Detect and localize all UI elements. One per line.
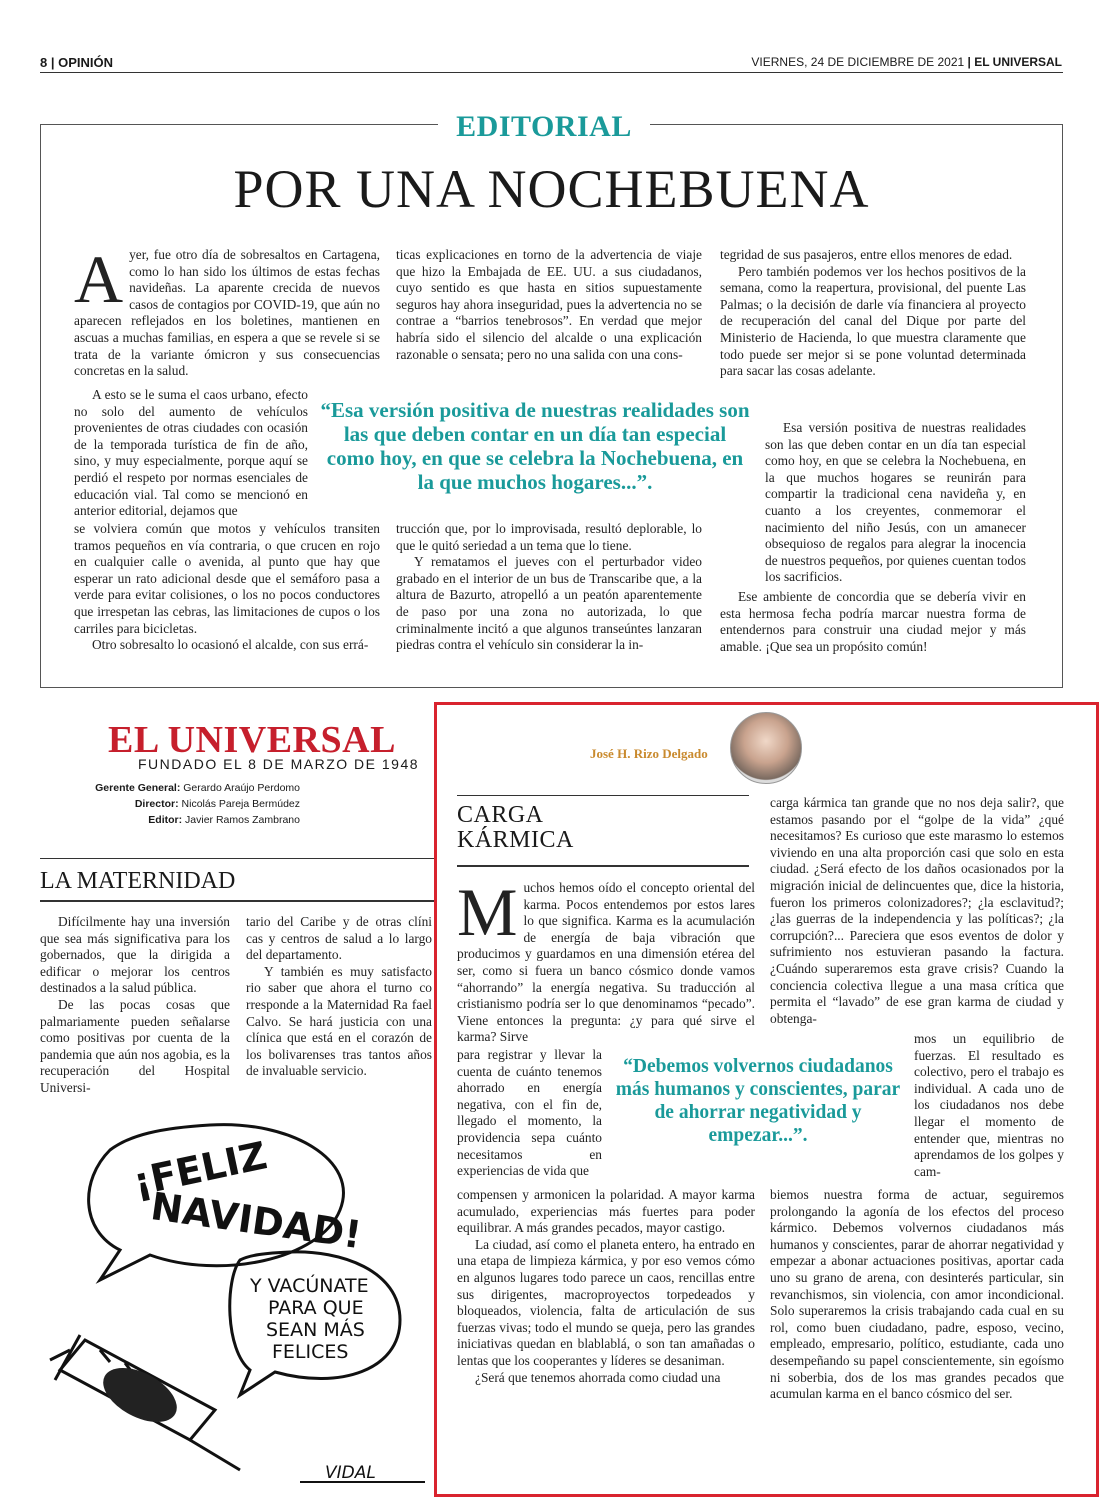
article-title-underline	[457, 865, 749, 867]
article-headline-line2: KÁRMICA	[457, 827, 574, 853]
article-dropcap: M	[457, 874, 518, 950]
cartoon-greeting-line1: ¡FELIZ	[129, 1133, 271, 1205]
article-column-1-narrow	[457, 1047, 602, 1180]
editorial-column-1-narrow	[74, 387, 308, 520]
maternidad-paragraph-3: tario del Caribe y de otras clíni cas y centros de salud a lo largo del departamento.	[246, 914, 432, 963]
author-avatar	[730, 712, 802, 784]
editorial-paragraph-5: ticas explicaciones en torno de la advertencia de viaje que hizo la Embajada de EE. UU. a sus ciudadanos, cuyo sentido es que hasta en sitios supuestamente seguros hay ahora inseguridad, pues la advertencia no se contrae a “barrios tenebrosos”. En verdad que mejor habría sido el silencio del alcalde o una explicación razonable o sensata; pero no una salida con una cons-	[396, 247, 702, 362]
staff-role: Gerente General:	[95, 782, 181, 794]
article-column-2-bottom	[770, 1187, 1064, 1403]
maternidad-underline	[40, 900, 435, 902]
header-rule	[40, 72, 1063, 73]
editorial-frame-top-right	[650, 124, 1063, 125]
maternidad-paragraph-1: Difícilmente hay una inversión que sea más significativa para los gobernados, que la dirigida a edificar o mejorar los centros destinados a la salud pública.	[40, 914, 230, 996]
maternidad-headline: LA MATERNIDAD	[40, 868, 236, 894]
staff-name: Nicolás Pareja Bermúdez	[181, 798, 300, 810]
article-column-2-top	[770, 795, 1064, 1027]
editorial-paragraph-8: tegridad de sus pasajeros, entre ellos menores de edad.	[720, 247, 1013, 262]
article-pull-quote: “Debemos volvernos ciudadanos más humanos y conscientes, parar de ahorrar negatividad y empezar...”.	[615, 1056, 901, 1146]
editorial-column-3-bottom	[720, 589, 1026, 655]
cartoon-bubble-line4: FELICES	[272, 1341, 349, 1363]
maternidad-column-2	[246, 914, 432, 1084]
editorial-paragraph-9: Pero también podemos ver los hechos positivos de la semana, como la reapertura, provisional, del puente Las Palmas; o la decisión de darle vía financiera al proyecto de recuperación del canal del Dique por parte del Ministerio de Hacienda, lo que muestra claramente que todo puede ser mejor si se pone voluntad determinada para sacar las cosas adelante.	[720, 263, 1026, 379]
editorial-paragraph-4: Otro sobresalto lo ocasionó el alcalde, con sus errá-	[92, 637, 369, 653]
article-paragraph-7: mos un equilibrio de fuerzas. El resultado es colectivo, pero el trabajo es individual. A cada uno de los ciudadanos nos debe llegar el momento de entender que, mientras no aprendamos de los golpes y cam-	[914, 1031, 1064, 1179]
staff-role: Director:	[134, 798, 179, 810]
masthead-founded: FUNDADO EL 8 DE MARZO DE 1948	[138, 756, 420, 772]
staff-name: Gerardo Araújo Perdomo	[183, 782, 300, 794]
masthead-staff-1	[40, 782, 300, 794]
article-headline-line1: CARGA	[457, 802, 544, 828]
article-column-1-bottom	[457, 1187, 755, 1386]
staff-name: Javier Ramos Zambrano	[185, 814, 300, 826]
editorial-column-2-bottom	[396, 521, 702, 654]
issue-date: VIERNES, 24 DE DICIEMBRE DE 2021	[751, 55, 965, 69]
editorial-paragraph-10: Esa versión positiva de nuestras realidades son las que deben contar en un día tan especial como hoy, en que se celebra la Nochebuena, en la que muchos hogares se reunirán para compartir la tradicional cena navideña y, en cuanto a los creyentes, conmemorar el nacimiento del niño Jesús, con un amanecer obsequioso de regalos para alegrar la inocencia de nuestros pequeños, por quienes cuentan todos los sacrificios.	[765, 420, 1026, 585]
editorial-paragraph-1: Ayer, fue otro día de sobresaltos en Cartagena, como lo han sido los últimos de estas fechas navideñas. La aparente crecida de nuevos casos de contagios por COVID-19, que aún no aparecen reflejados en los boletines, mantienen en ascuas a muchas familias, en espera a que se revele si se trata de la variante ómicron y sus consecuencias concretas en la salud.	[74, 241, 380, 379]
article-headline	[457, 803, 574, 853]
cartoon-bubble-line3: SEAN MÁS	[266, 1319, 365, 1341]
editorial-dropcap: A	[74, 241, 124, 317]
maternidad-top-rule	[40, 858, 435, 859]
article-paragraph-1: Muchos hemos oído el concepto oriental del karma. Pocos entendemos por estos lares lo que significa. Karma es la acumulación de energía de baja vibración que producimos y guardamos en una dimensión etérea del ser, como si fuera un banco cósmico donde vamos “ahorrando” la energía negativa. Su traducción al cristianismo podría ser lo que denominamos “pecado”. Viene entonces la pregunta: ¿y para qué sirve el karma? Sirve	[457, 874, 755, 1045]
article-column-1-top	[457, 874, 755, 1046]
editorial-column-3-narrow	[765, 420, 1026, 586]
maternidad-paragraph-2: De las pocas cosas que palmariamente pueden señalarse como positivas por cuenta de la pandemia que aún nos agobia, es la recuperación del Hospital Universi-	[40, 996, 230, 1095]
author-byline: José H. Rizo Delgado	[590, 746, 708, 761]
cartoon-bubble-line2: PARA QUE	[268, 1297, 364, 1319]
masthead-staff-3	[40, 814, 300, 826]
christmas-cartoon	[40, 1110, 430, 1490]
editorial-column-1-bottom	[74, 521, 380, 654]
article-paragraph-5: ¿Será que tenemos ahorrada como ciudad una	[475, 1369, 721, 1385]
cartoon-greeting-line2: NAVIDAD!	[148, 1184, 365, 1258]
cartoon-bubble-line1: Y VACÚNATE	[250, 1275, 369, 1297]
article-paragraph-6: carga kármica tan grande que no nos deja salir?, que estamos pasando por el “golpe de la vida” ¿qué necesitamos? Es curioso que este marasmo lo estemos viviendo en una alta proporción casi que solo en esta ciudad. ¿Será efecto de los daños ocasionados por la migración inicial de delincuentes que, dice la historia, fueron los primeros colonizadores?; ¿la esclavitud?; ¿las guerras de la independencia y las políticas?; ¿la corrupción?... Pareciera que esos eventos de dolor y sufrimiento nos estuvieran pasando la factura. ¿Cuándo superaremos esta grave crisis? Cuando la conciencia colectiva llegue a una masa crítica que permita el “lavado” de ese gran karma de ciudad y obtenga-	[770, 795, 1064, 1026]
article-paragraph-2: para registrar y llevar la cuenta de cuánto tenemos ahorrado en energía negativa, con el fin de, llegado el momento, la providencia sepa cuánto necesitamos en experiencias de vida que	[457, 1047, 602, 1179]
cartoon-signature: VIDAL	[325, 1463, 376, 1483]
brand-label: | EL UNIVERSAL	[967, 55, 1062, 69]
editorial-paragraph-11: Ese ambiente de concordia que se debería vivir en esta hermosa fecha podría marcar nuestra forma de entendernos para construir una ciudad mejor y más amable. ¡Que sea un propósito común!	[720, 589, 1026, 654]
editorial-paragraph-6: trucción que, por lo improvisada, resultó deplorable, lo que le quitó seriedad a un tema que lo tiene.	[396, 521, 702, 553]
article-column-2-narrow	[914, 1031, 1064, 1180]
article-paragraph-4: La ciudad, así como el planeta entero, ha entrado en una etapa de limpieza kármica, y por eso vemos cómo en algunos lugares todo parece un caos, rencillas entre sus dirigentes, macroproyectos torpedeados y bloqueados, violencia, falta de articulación de sus fuerzas vivas; todo el mundo se queja, pero las grandes iniciativas quedan en blablablá, o son tan amañadas o lentas que los cooperantes y líderes se desaniman.	[457, 1236, 755, 1368]
editorial-paragraph-3: se volviera común que motos y vehículos transiten tramos pequeños en vía contraria, o que crucen en rojo en cualquier calle o avenida, al punto que hay que esperar un rato adicional desde que el semáforo pasa a verde para evitar colisiones, o los no pocos conductores que irrespetan las cebras, las limitaciones de cupos o los carriles para bicicletas.	[74, 521, 380, 636]
article-title-rule	[457, 795, 749, 796]
editorial-paragraph-7: Y rematamos el jueves con el perturbador video grabado en el interior de un bus de Transcaribe que, a la altura de Bazurto, atropelló a un peatón aparentemente de paso por una zona no autorizada, lo que criminalmente incitó a que algunos transeúntes lanzaran piedras contra el vehículo sin considerar la in-	[396, 554, 702, 653]
editorial-paragraph-2: A esto se le suma el caos urbano, efecto no solo del aumento de vehículos provenientes de otras ciudades con ocasión de la temporada turística de fin de año, sino, y muy especialmente, porque aquí se perdió el respeto por normas esenciales de educación vial. Tal como se mencionó en anterior editorial, dejamos que	[74, 387, 308, 519]
maternidad-column-1	[40, 914, 230, 1097]
editorial-pull-quote: “Esa versión positiva de nuestras realidades son las que deben contar en un día tan especial como hoy, en que se celebra la Nochebuena, en la que muchos hogares...”.	[320, 398, 750, 494]
editorial-headline: POR UNA NOCHEBUENA	[233, 159, 870, 219]
article-paragraph-3: compensen y armonicen la polaridad. A mayor karma acumulado, experiencias más fuertes para poder equilibrar. A más grandes pecados, mayor castigo.	[457, 1187, 755, 1236]
staff-role: Editor:	[148, 814, 183, 826]
editorial-column-3-top	[720, 247, 1026, 380]
article-paragraph-8: biemos nuestra forma de actuar, seguiremos prolongando la agonía de los efectos del proceso kármico. Debemos volvernos ciudadanos más humanos y conscientes, parar de ahorrar negatividad y empezar a abonar actuaciones positivas, aportar cada uno su grano de arena, con desinterés particular, sin revanchismos, sin violencia, con amor incondicional. Solo superaremos la crisis trabajando cada cual en su rol, como buen ciudadano, padre, esposo, vecino, empleado, empresario, político, estudiante, cada uno desempeñando su papel conscientemente, sin egoísmo ni soberbia, dos de los mas grandes pecados que acumulan karma en el banco cósmico del ser.	[770, 1187, 1064, 1402]
editorial-kicker: EDITORIAL	[456, 110, 632, 143]
editorial-column-2-top	[396, 247, 702, 363]
editorial-frame-top-left	[40, 124, 438, 125]
masthead-title: EL UNIVERSAL	[108, 719, 396, 761]
editorial-column-1-top	[74, 241, 380, 380]
page-date-line	[751, 55, 1062, 69]
page-section-label: 8 | OPINIÓN	[40, 55, 113, 70]
maternidad-paragraph-4: Y también es muy satisfacto rio saber que ahora el turno co rresponde a la Maternidad Ra fael Calvo. Se hará justicia con una clínica que está en el corazón de los bolivarenses tras tantos años de invaluable servicio.	[246, 963, 432, 1079]
masthead-staff-2	[40, 798, 300, 810]
